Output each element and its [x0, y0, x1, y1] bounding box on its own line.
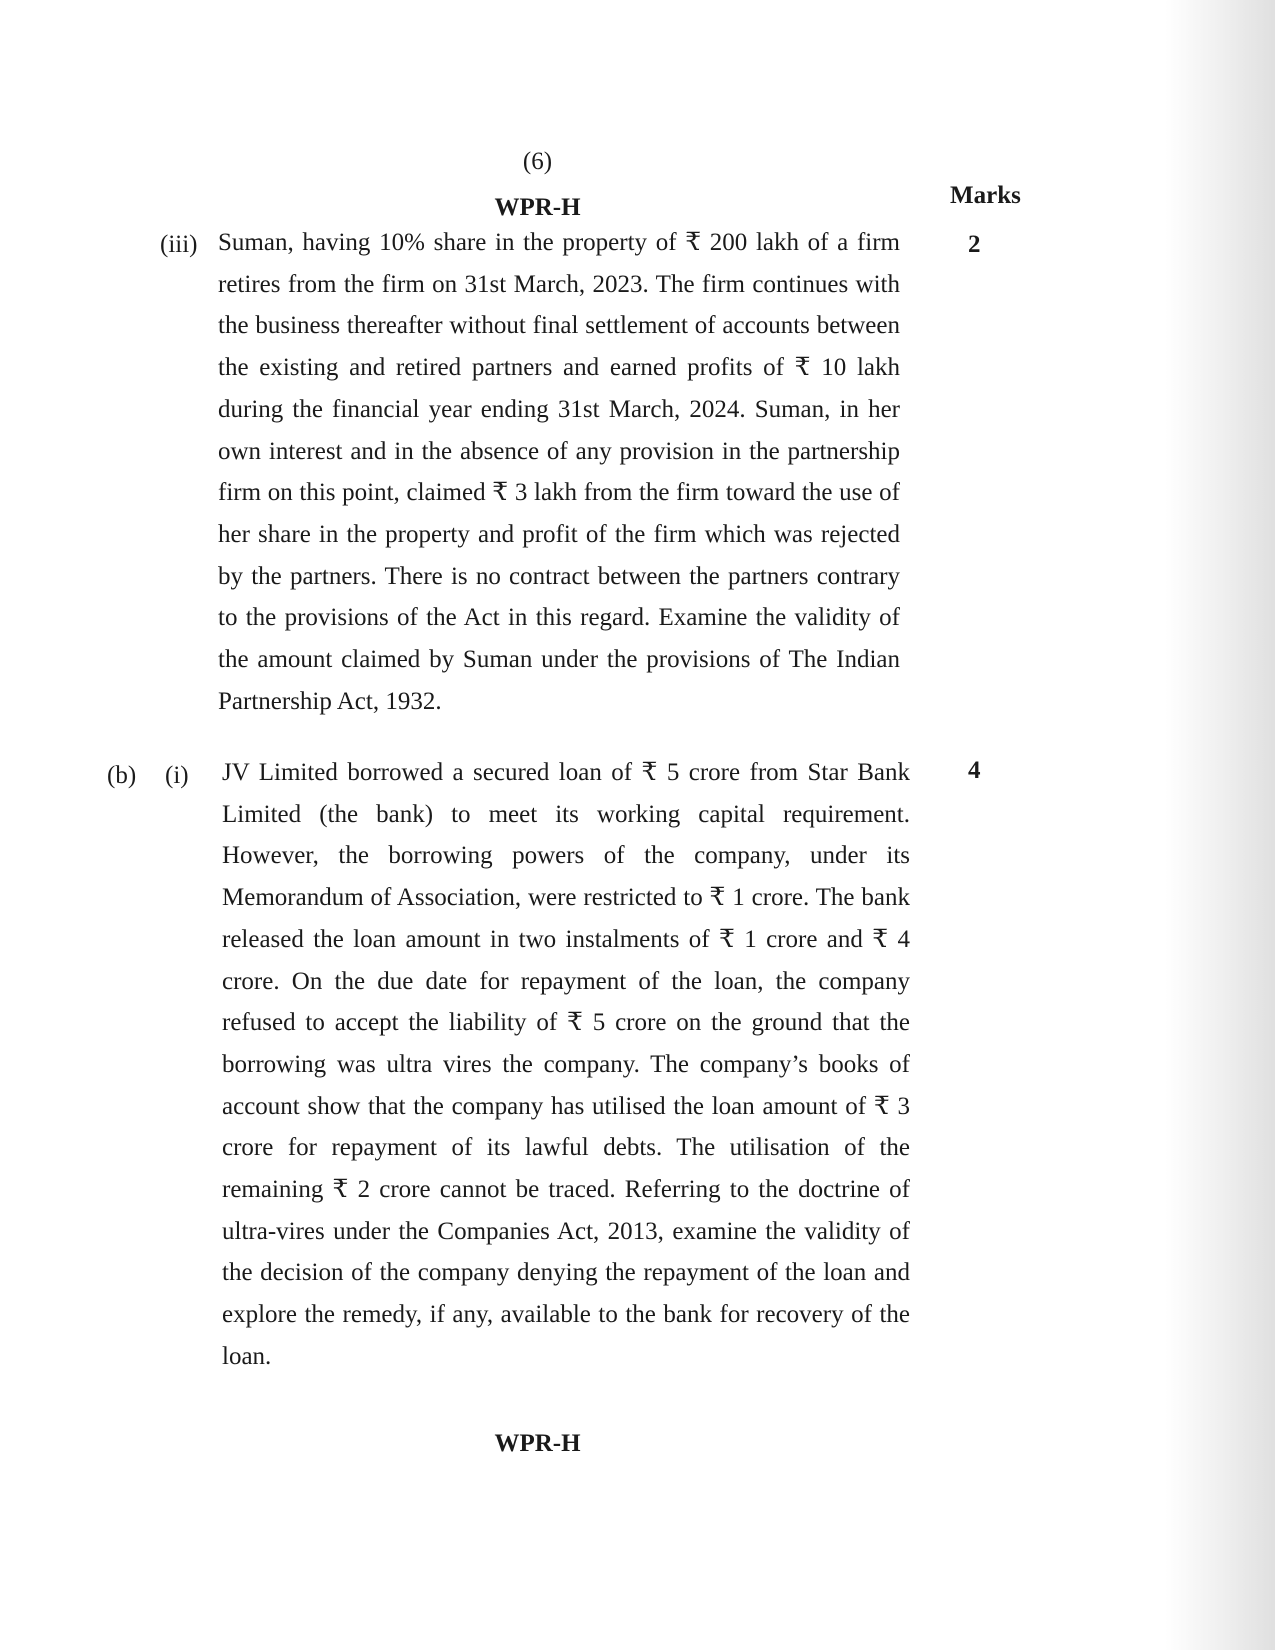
scan-shadow-edge	[1165, 0, 1275, 1650]
question-marks: 2	[968, 231, 981, 258]
question-sub-label: (iii)	[160, 231, 198, 258]
question-text: JV Limited borrowed a secured loan of ₹ 5 crore from Star Bank Limited (the bank) to meet its working capital requirement. However, the borrowing powers of the company, under its Memorandum of Association, were restricted to ₹ 1 crore. The bank released the loan amount in two instalments of ₹ 1 crore and ₹ 4 crore. On the due date for repayment of the loan, the company refused to accept the liability of ₹ 5 crore on the ground that the borrowing was ultra vires the company. The company’s books of account show that the company has utilised the loan amount of ₹ 3 crore for repayment of its lawful debts. The utilisation of the remaining ₹ 2 crore cannot be traced. Referring to the doctrine of ultra-vires under the Companies Act, 2013, examine the validity of the decision of the company denying the repayment of the loan and explore the remedy, if any, available to the bank for recovery of the loan.	[222, 759, 910, 1370]
question-text: Suman, having 10% share in the property of ₹ 200 lakh of a firm retires from the firm on 31st March, 2023. The firm continues with the business thereafter without final settlement of accounts between the existing and retired partners and earned profits of ₹ 10 lakh during the financial year ending 31st March, 2024. Suman, in her own interest and in the absence of any provision in the partnership firm on this point, claimed ₹ 3 lakh from the firm toward the use of her share in the property and profit of the firm which was rejected by the partners. There is no contract between the partners contrary to the provisions of the Act in this regard. Examine the validity of the amount claimed by Suman under the provisions of The Indian Partnership Act, 1932.	[218, 229, 900, 715]
page-number: (6)	[522, 148, 553, 175]
question-marks: 4	[968, 757, 981, 784]
question-sub-label: (i)	[165, 762, 189, 789]
marks-column-heading: Marks	[950, 182, 1021, 209]
question-part-label: (b)	[107, 762, 137, 789]
paper-code-footer: WPR-H	[494, 1430, 581, 1457]
paper-code-header: WPR-H	[494, 194, 581, 221]
